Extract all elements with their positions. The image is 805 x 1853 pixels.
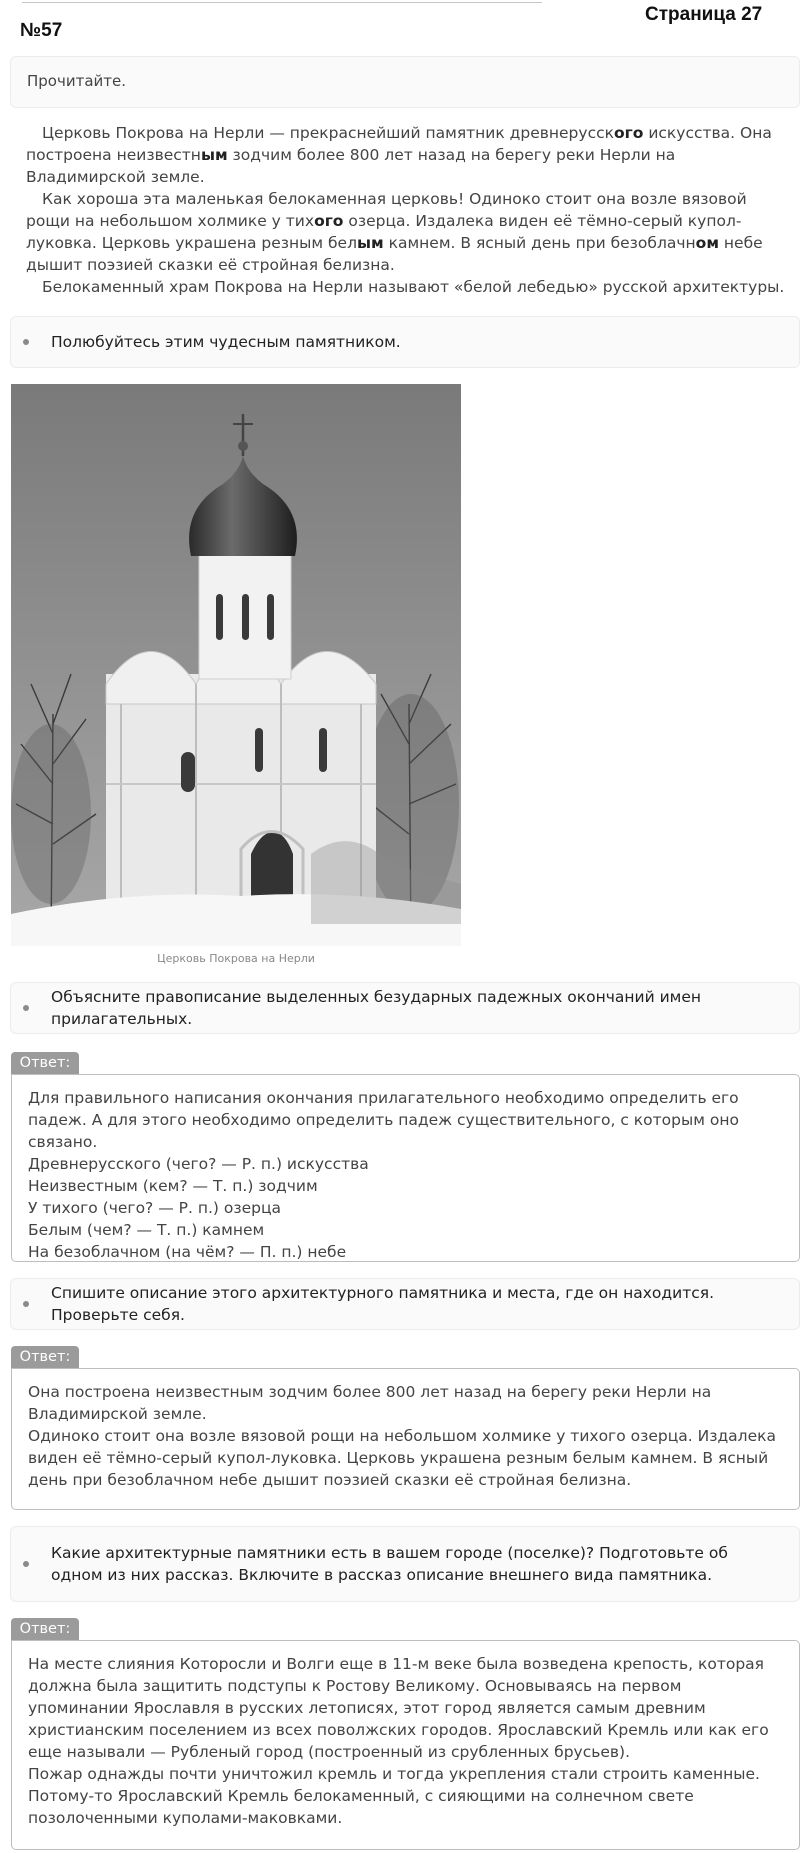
answer-box-2 xyxy=(11,1368,800,1510)
task-admire xyxy=(10,316,800,368)
answer-label: Ответ: xyxy=(11,1346,79,1368)
photo-caption: Церковь Покрова на Нерли xyxy=(157,952,315,965)
exercise-number: №57 xyxy=(20,20,63,41)
answer-line: На месте слияния Которосли и Волги еще в 11-м веке была возведена крепость, которая должна была защитить подступы к Ростову Великому. Основываясь на первом упоминании Ярославля в русских летописях, этот город является самым древним христианским поселением из всех поволжских городов. Ярославский Кремль или как его еще называли — Рубленый город (построенный из срубленных брусьев). xyxy=(28,1655,769,1761)
reading-text xyxy=(26,122,786,298)
answer-line: Она построена неизвестным зодчим более 800 лет назад на берегу реки Нерли на Владимирской земле. xyxy=(28,1383,712,1423)
answer-line: Древнерусского (чего? — Р. п.) искусства xyxy=(28,1155,369,1173)
task-text: Объясните правописание выделенных безударных падежных окончаний имен прилагательных. xyxy=(51,988,702,1028)
answer-line: У тихого (чего? — Р. п.) озерца xyxy=(28,1199,282,1217)
answer-line: Одиноко стоит она возле вязовой рощи на небольшом холмике у тихого озерца. Издалека виден её тёмно-серый купол-луковка. Церковь украшена резным белым камнем. В ясный день при безоблачном небе дышит поэзией сказки её стройная белизна. xyxy=(28,1427,776,1489)
bullet-icon xyxy=(23,1005,29,1011)
task-text: Какие архитектурные памятники есть в вашем городе (поселке)? Подготовьте об одном из них рассказ. Включите в рассказ описание внешнего вида памятника. xyxy=(51,1544,728,1584)
task-explain-endings xyxy=(10,982,800,1034)
answer-line: На безоблачном (на чём? — П. п.) небе xyxy=(28,1243,347,1261)
text-paragraph-3: Белокаменный храм Покрова на Нерли называют «белой лебедью» русской архитектуры. xyxy=(42,278,785,296)
text-paragraph-1: Церковь Покрова на Нерли — прекраснейший памятник древнерусского искусства. Она построена неизвестным зодчим более 800 лет назад на берегу реки Нерли на Владимирской земле. xyxy=(26,124,772,186)
task-text: Спишите описание этого архитектурного памятника и места, где он находится. Проверьте себя. xyxy=(51,1284,715,1324)
answer-line: Белым (чем? — Т. п.) камнем xyxy=(28,1221,265,1239)
text-paragraph-2: Как хороша эта маленькая белокаменная церковь! Одиноко стоит она возле вязовой рощи на небольшом холмике у тихого озерца. Издалека виден её тёмно-серый купол-луковка. Церковь украшена резным белым камнем. В ясный день при безоблачном небе дышит поэзией сказки её стройная белизна. xyxy=(26,190,763,274)
task-city-monuments xyxy=(10,1526,800,1602)
task-text: Полюбуйтесь этим чудесным памятником. xyxy=(51,333,401,351)
bullet-icon xyxy=(23,339,29,345)
answer-box-3 xyxy=(11,1640,800,1850)
answer-label: Ответ: xyxy=(11,1052,79,1074)
church-photo xyxy=(11,384,461,946)
page-number: Страница 27 xyxy=(645,4,763,25)
answer-line: Неизвестным (кем? — Т. п.) зодчим xyxy=(28,1177,318,1195)
task-copy-description xyxy=(10,1278,800,1330)
answer-line: Потому-то Ярославский Кремль белокаменный, с сияющими на солнечном свете позолоченными куполами-маковками. xyxy=(28,1787,694,1827)
answer-line: Пожар однажды почти уничтожил кремль и тогда укрепления стали строить каменные. xyxy=(28,1765,760,1783)
top-divider xyxy=(22,0,542,3)
instruction-box xyxy=(10,56,800,108)
answer-label: Ответ: xyxy=(11,1618,79,1640)
bullet-icon xyxy=(23,1301,29,1307)
answer-box-1 xyxy=(11,1074,800,1262)
bullet-icon xyxy=(23,1561,29,1567)
instruction-text: Прочитайте. xyxy=(27,72,127,90)
answer-line: Для правильного написания окончания прилагательного необходимо определить его падеж. А для этого необходимо определить падеж существительного, с которым оно связано. xyxy=(28,1089,739,1151)
